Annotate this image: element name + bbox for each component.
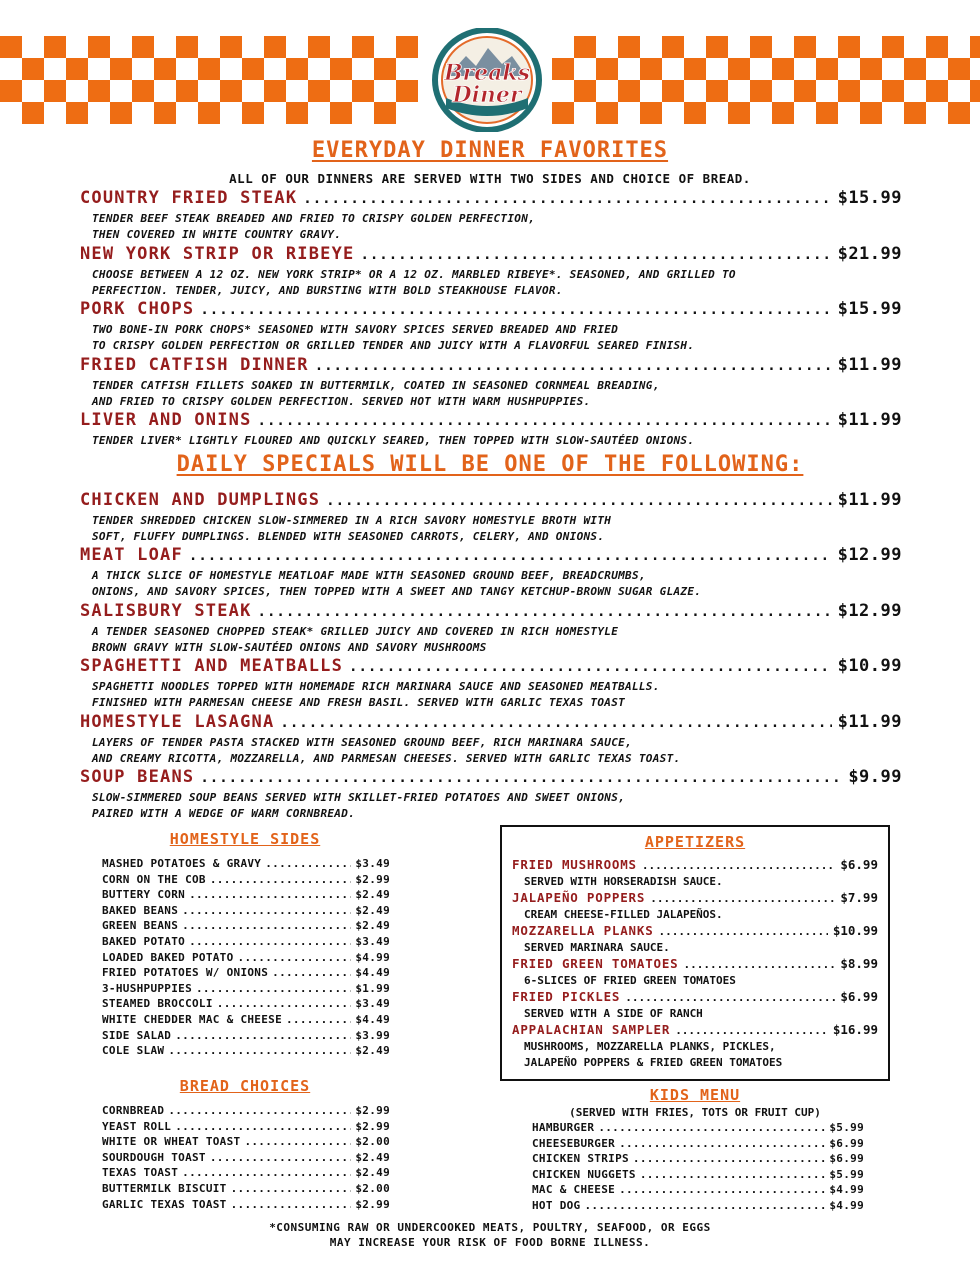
diner-logo — [428, 28, 546, 132]
checker-square — [728, 102, 750, 124]
checker-square — [948, 102, 970, 124]
row-price: $2.49 — [355, 1044, 390, 1058]
checker-square — [970, 80, 980, 102]
item-price: $15.99 — [837, 188, 902, 208]
checker-square — [904, 58, 926, 80]
checker-square — [882, 80, 904, 102]
leader-dots — [168, 1104, 351, 1117]
checker-square — [552, 58, 574, 80]
leader-dots — [217, 997, 352, 1010]
row-price: $2.99 — [355, 1104, 390, 1117]
leader-dots — [584, 1199, 825, 1212]
item-price: $11.99 — [837, 490, 902, 510]
checker-square — [0, 80, 22, 102]
row-price: $6.99 — [829, 1152, 864, 1166]
appetizer-name: FRIED MUSHROOMS — [512, 857, 637, 872]
special-item — [80, 767, 902, 821]
leader-dots — [182, 904, 351, 917]
row-price: $4.99 — [829, 1198, 864, 1212]
bread-row — [102, 1104, 390, 1120]
checker-square — [242, 58, 264, 80]
appetizer-description: SERVED WITH A SIDE OF RANCH — [524, 1007, 703, 1020]
leader-dots — [640, 1168, 826, 1181]
row-name: SIDE SALAD — [102, 1028, 172, 1042]
row-price: $4.49 — [355, 966, 390, 980]
appetizer-price: $6.99 — [840, 857, 878, 872]
checker-square — [574, 36, 596, 58]
sides-row — [102, 935, 390, 951]
checker-square — [794, 36, 816, 58]
leader-dots — [265, 857, 351, 870]
row-name: COLE SLAW — [102, 1044, 165, 1058]
checker-square — [264, 36, 286, 58]
leader-dots — [349, 659, 832, 675]
special-item — [80, 656, 902, 710]
appetizer-name: MOZZARELLA PLANKS — [512, 923, 654, 938]
row-price: $2.49 — [355, 903, 390, 917]
checker-square — [882, 36, 904, 58]
special-item — [80, 712, 902, 766]
sides-row — [102, 997, 390, 1013]
item-name: CHICKEN AND DUMPLINGS — [80, 490, 321, 510]
item-name: SPAGHETTI AND MEATBALLS — [80, 656, 344, 676]
sides-list — [102, 857, 390, 1060]
checker-square — [970, 36, 980, 58]
checker-square — [640, 102, 662, 124]
row-price: $2.99 — [355, 1119, 390, 1133]
appetizers-heading: APPETIZERS — [644, 833, 746, 851]
item-name: LIVER AND ONINS — [80, 410, 252, 430]
row-price: $3.99 — [355, 1028, 390, 1042]
appetizer-item — [512, 923, 878, 956]
kids-row — [532, 1152, 864, 1168]
bread-row — [102, 1135, 390, 1151]
checker-square — [926, 36, 948, 58]
leader-dots — [326, 493, 831, 509]
checker-square — [154, 58, 176, 80]
appetizer-price: $6.99 — [840, 989, 878, 1004]
food-safety-notice: *CONSUMING RAW OR UNDERCOOKED MEATS, POULTRY, SEAFOOD, OR EGGS MAY INCREASE YOUR RISK OF FOOD BORNE ILLNESS. — [269, 1221, 711, 1249]
leader-dots — [189, 888, 351, 901]
special-item — [80, 545, 902, 599]
checker-square — [662, 36, 684, 58]
row-name: CORNBREAD — [102, 1104, 165, 1117]
item-description: LAYERS OF TENDER PASTA STACKED WITH SEASONED GROUND BEEF, RICH MARINARA SAUCE, AND CREAMY RICOTTA, MOZZARELLA, AND PARMESAN CHEESES. SERVED WITH GARLIC TEXAS TOAST. — [92, 736, 681, 765]
checker-square — [220, 80, 242, 102]
checker-square — [772, 102, 794, 124]
leader-dots — [642, 859, 835, 872]
row-name: MASHED POTATOES & GRAVY — [102, 857, 262, 870]
row-price: $4.49 — [355, 1012, 390, 1026]
checker-square — [154, 102, 176, 124]
checker-square — [198, 58, 220, 80]
row-name: FRIED POTATOES W/ ONIONS — [102, 966, 269, 980]
checker-square — [596, 102, 618, 124]
checker-square — [684, 102, 706, 124]
leader-dots — [189, 548, 832, 564]
checker-square — [22, 58, 44, 80]
checker-square — [838, 80, 860, 102]
special-item — [80, 490, 902, 544]
checker-square — [66, 58, 88, 80]
checker-square — [88, 36, 110, 58]
checker-square — [860, 102, 882, 124]
checker-square — [44, 80, 66, 102]
checker-square — [330, 102, 352, 124]
checker-square — [308, 36, 330, 58]
bread-row — [102, 1182, 390, 1198]
leader-dots — [244, 1135, 351, 1148]
leader-dots — [625, 991, 835, 1004]
appetizer-item — [512, 890, 878, 923]
checker-square — [220, 36, 242, 58]
sides-row — [102, 966, 390, 982]
leader-dots — [659, 925, 828, 938]
favorite-item — [80, 355, 902, 409]
checker-square — [374, 102, 396, 124]
leader-dots — [303, 191, 831, 207]
leader-dots — [200, 302, 831, 318]
checker-square — [88, 80, 110, 102]
appetizer-name: JALAPEÑO POPPERS — [512, 890, 646, 905]
row-price: $2.49 — [355, 1166, 390, 1180]
row-price: $2.49 — [355, 1150, 390, 1164]
appetizer-name: FRIED GREEN TOMATOES — [512, 956, 679, 971]
leader-dots — [619, 1137, 825, 1150]
checker-square — [110, 58, 132, 80]
row-price: $6.99 — [829, 1136, 864, 1150]
row-price: $4.99 — [829, 1183, 864, 1197]
checker-square — [706, 36, 728, 58]
item-description: TENDER BEEF STEAK BREADED AND FRIED TO CRISPY GOLDEN PERFECTION, THEN COVERED IN WHITE COUNTRY GRAVY. — [92, 212, 536, 241]
row-name: BUTTERY CORN — [102, 888, 186, 902]
leader-dots — [360, 247, 831, 263]
row-price: $2.00 — [355, 1181, 390, 1195]
item-price: $12.99 — [837, 545, 902, 565]
row-name: HAMBURGER — [532, 1121, 595, 1134]
item-price: $12.99 — [837, 601, 902, 621]
checker-square — [926, 80, 948, 102]
item-description: TENDER CATFISH FILLETS SOAKED IN BUTTERMILK, COATED IN SEASONED CORNMEAL BREADING, AND FRIED TO CRISPY GOLDEN PERFECTION. SERVED HOT WITH WARM HUSHPUPPIES. — [92, 379, 660, 408]
appetizer-item — [512, 989, 878, 1022]
checker-square — [772, 58, 794, 80]
item-price: $21.99 — [837, 244, 902, 264]
row-name: GREEN BEANS — [102, 919, 179, 933]
appetizer-description: 6-SLICES OF FRIED GREEN TOMATOES — [524, 974, 736, 987]
special-item — [80, 601, 902, 655]
appetizer-item — [512, 857, 878, 890]
appetizer-price: $10.99 — [832, 923, 878, 938]
appetizer-item — [512, 1022, 878, 1071]
checker-square — [286, 58, 308, 80]
checker-square — [816, 102, 838, 124]
checker-square — [794, 80, 816, 102]
row-price: $2.49 — [355, 919, 390, 933]
row-price: $2.00 — [355, 1135, 390, 1149]
checker-square — [176, 36, 198, 58]
favorite-item — [80, 188, 902, 242]
appetizer-name: FRIED PICKLES — [512, 989, 621, 1004]
checker-square — [330, 58, 352, 80]
leader-dots — [175, 1120, 351, 1133]
bread-row — [102, 1166, 390, 1182]
leader-dots — [675, 1024, 828, 1037]
item-name: COUNTRY FRIED STEAK — [80, 188, 298, 208]
leader-dots — [196, 982, 351, 995]
checker-square — [110, 102, 132, 124]
row-price: $5.99 — [829, 1167, 864, 1181]
appetizer-name: APPALACHIAN SAMPLER — [512, 1022, 671, 1037]
favorite-item — [80, 299, 902, 353]
item-description: TENDER SHREDDED CHICKEN SLOW-SIMMERED IN A RICH SAVORY HOMESTYLE BROTH WITH SOFT, FLUFFY DUMPLINGS. BLENDED WITH SEASONED CARROTS, CELERY, AND ONIONS. — [92, 514, 612, 543]
row-price: $5.99 — [829, 1121, 864, 1134]
leader-dots — [182, 1166, 351, 1179]
item-price: $15.99 — [837, 299, 902, 319]
row-name: WHITE CHEDDER MAC & CHEESE — [102, 1012, 282, 1026]
appetizer-description: MUSHROOMS, MOZZARELLA PLANKS, PICKLES, JALAPEÑO POPPERS & FRIED GREEN TOMATOES — [524, 1040, 783, 1069]
kids-row — [532, 1121, 864, 1137]
item-description: A TENDER SEASONED CHOPPED STEAK* GRILLED JUICY AND COVERED IN RICH HOMESTYLE BROWN GRAVY WITH SLOW-SAUTÉED ONIONS AND SAVORY MUSHROOMS — [92, 625, 619, 654]
checker-square — [264, 80, 286, 102]
item-name: NEW YORK STRIP OR RIBEYE — [80, 244, 355, 264]
row-name: CHICKEN STRIPS — [532, 1152, 629, 1166]
checker-square — [596, 58, 618, 80]
leader-dots — [189, 935, 351, 948]
row-name: WHITE OR WHEAT TOAST — [102, 1135, 241, 1149]
item-description: SLOW-SIMMERED SOUP BEANS SERVED WITH SKILLET-FRIED POTATOES AND SWEET ONIONS, PAIRED WITH A WEDGE OF WARM CORNBREAD. — [92, 791, 626, 820]
sides-row — [102, 919, 390, 935]
leader-dots — [633, 1152, 825, 1165]
bread-row — [102, 1151, 390, 1167]
item-name: SOUP BEANS — [80, 767, 195, 787]
leader-dots — [619, 1183, 825, 1196]
row-name: 3-HUSHPUPPIES — [102, 981, 192, 995]
checker-square — [904, 102, 926, 124]
checker-square — [552, 102, 574, 124]
checker-square — [176, 80, 198, 102]
checker-square — [396, 80, 418, 102]
sides-row — [102, 982, 390, 998]
leader-dots — [286, 1013, 351, 1026]
checker-square — [0, 36, 22, 58]
leader-dots — [168, 1044, 351, 1057]
bread-row — [102, 1120, 390, 1136]
sides-row — [102, 1029, 390, 1045]
kids-heading: KIDS MENU — [649, 1086, 741, 1104]
item-name: MEAT LOAF — [80, 545, 183, 565]
leader-dots — [238, 951, 352, 964]
checker-square — [684, 58, 706, 80]
item-description: SPAGHETTI NOODLES TOPPED WITH HOMEMADE RICH MARINARA SAUCE AND SEASONED MEATBALLS. FINISHED WITH PARMESAN CHEESE AND FRESH BASIL. SERVED WITH GARLIC TEXAS TOAST — [92, 680, 660, 709]
leader-dots — [258, 413, 832, 429]
appetizer-description: CREAM CHEESE-FILLED JALAPEÑOS. — [524, 908, 723, 921]
item-description: TWO BONE-IN PORK CHOPS* SEASONED WITH SAVORY SPICES SERVED BREADED AND FRIED TO CRISPY GOLDEN PERFECTION OR GRILLED TENDER AND JUICY WITH A FLAVORFUL SEARED FINISH. — [92, 323, 695, 352]
item-price: $9.99 — [848, 767, 902, 787]
checker-square — [618, 80, 640, 102]
leader-dots — [200, 770, 842, 786]
checker-square — [44, 36, 66, 58]
item-description: A THICK SLICE OF HOMESTYLE MEATLOAF MADE WITH SEASONED GROUND BEEF, BREADCRUMBS, ONIONS, AND SAVORY SPICES, THEN TOPPED WITH A SWEET AND TANGY KETCHUP-BROWN SUGAR GLAZE. — [92, 569, 702, 598]
checker-square — [618, 36, 640, 58]
row-name: CORN ON THE COB — [102, 872, 206, 886]
checker-square — [352, 80, 374, 102]
checker-square — [574, 80, 596, 102]
leader-dots — [210, 1151, 352, 1164]
dinner-intro: ALL OF OUR DINNERS ARE SERVED WITH TWO SIDES AND CHOICE OF BREAD. — [229, 171, 751, 186]
row-price: $1.99 — [355, 981, 390, 995]
leader-dots — [231, 1198, 352, 1211]
row-name: BAKED POTATO — [102, 934, 186, 948]
item-price: $11.99 — [837, 355, 902, 375]
checker-square — [198, 102, 220, 124]
sides-row — [102, 888, 390, 904]
item-name: SALISBURY STEAK — [80, 601, 252, 621]
checker-square — [286, 102, 308, 124]
row-price: $3.49 — [355, 934, 390, 948]
sides-heading: HOMESTYLE SIDES — [169, 830, 321, 848]
kids-row — [532, 1168, 864, 1184]
appetizers-box — [500, 825, 890, 1081]
checker-square — [308, 80, 330, 102]
specials-heading: DAILY SPECIALS WILL BE ONE OF THE FOLLOWING: — [176, 452, 804, 477]
logo-text-line2: Diner — [452, 82, 522, 108]
checker-square — [396, 36, 418, 58]
checker-square — [838, 36, 860, 58]
sides-row — [102, 1013, 390, 1029]
item-description: TENDER LIVER* LIGHTLY FLOURED AND QUICKLY SEARED, THEN TOPPED WITH SLOW-SAUTÉED ONIONS. — [92, 434, 695, 447]
item-price: $11.99 — [837, 410, 902, 430]
row-price: $2.99 — [355, 1197, 390, 1211]
bread-heading: BREAD CHOICES — [179, 1077, 311, 1095]
row-name: CHEESEBURGER — [532, 1136, 616, 1150]
checker-square — [662, 80, 684, 102]
row-price: $3.49 — [355, 997, 390, 1011]
checker-square — [132, 80, 154, 102]
leader-dots — [175, 1029, 351, 1042]
item-name: PORK CHOPS — [80, 299, 195, 319]
checker-square — [374, 58, 396, 80]
checker-square — [242, 102, 264, 124]
appetizer-description: SERVED WITH HORSERADISH SAUCE. — [524, 875, 723, 888]
leader-dots — [650, 892, 835, 905]
row-name: SOURDOUGH TOAST — [102, 1150, 206, 1164]
checker-square — [132, 36, 154, 58]
checker-square — [22, 102, 44, 124]
appetizer-description: SERVED MARINARA SAUCE. — [524, 941, 670, 954]
sides-row — [102, 904, 390, 920]
row-name: STEAMED BROCCOLI — [102, 997, 213, 1011]
sides-row — [102, 1044, 390, 1060]
row-name: BUTTERMILK BISCUIT — [102, 1181, 227, 1195]
row-name: YEAST ROLL — [102, 1119, 172, 1133]
row-price: $2.49 — [355, 888, 390, 902]
row-name: TEXAS TOAST — [102, 1166, 179, 1180]
checker-square — [352, 36, 374, 58]
checker-square — [640, 58, 662, 80]
leader-dots — [280, 715, 831, 731]
appetizer-price: $8.99 — [840, 956, 878, 971]
item-price: $11.99 — [837, 712, 902, 732]
appetizer-item — [512, 956, 878, 989]
sides-row — [102, 951, 390, 967]
leader-dots — [258, 604, 832, 620]
checkered-banner-right — [552, 36, 980, 124]
bread-list — [102, 1104, 390, 1213]
row-name: LOADED BAKED POTATO — [102, 950, 234, 964]
row-name: MAC & CHEESE — [532, 1183, 616, 1197]
row-name: BAKED BEANS — [102, 903, 179, 917]
checker-square — [750, 80, 772, 102]
leader-dots — [231, 1182, 352, 1195]
kids-row — [532, 1183, 864, 1199]
item-price: $10.99 — [837, 656, 902, 676]
favorites-heading: EVERYDAY DINNER FAVORITES — [311, 138, 669, 163]
kids-subheading: (SERVED WITH FRIES, TOTS OR FRUIT CUP) — [569, 1106, 821, 1119]
item-name: FRIED CATFISH DINNER — [80, 355, 309, 375]
row-name: HOT DOG — [532, 1198, 581, 1212]
kids-row — [532, 1199, 864, 1215]
row-name: CHICKEN NUGGETS — [532, 1167, 636, 1181]
row-name: GARLIC TEXAS TOAST — [102, 1197, 227, 1211]
row-price: $3.49 — [355, 857, 390, 870]
checker-square — [860, 58, 882, 80]
kids-row — [532, 1137, 864, 1153]
leader-dots — [210, 873, 352, 886]
leader-dots — [598, 1121, 825, 1134]
checker-square — [706, 80, 728, 102]
logo-text-line1: Breaks — [443, 60, 531, 86]
checker-square — [66, 102, 88, 124]
checker-square — [750, 36, 772, 58]
favorite-item — [80, 410, 902, 449]
sides-row — [102, 857, 390, 873]
leader-dots — [684, 958, 836, 971]
item-description: CHOOSE BETWEEN A 12 OZ. NEW YORK STRIP* OR A 12 OZ. MARBLED RIBEYE*. SEASONED, AND GRILLED TO PERFECTION. TENDER, JUICY, AND BURSTING WITH BOLD STEAKHOUSE FLAVOR. — [92, 268, 736, 297]
row-price: $4.99 — [355, 950, 390, 964]
checker-square — [816, 58, 838, 80]
bread-row — [102, 1198, 390, 1214]
checkered-banner-left — [0, 36, 420, 124]
leader-dots — [182, 919, 351, 932]
checker-square — [948, 58, 970, 80]
leader-dots — [315, 358, 832, 374]
appetizer-price: $7.99 — [840, 890, 878, 905]
kids-list — [532, 1121, 864, 1215]
leader-dots — [272, 966, 351, 979]
sides-row — [102, 873, 390, 889]
checker-square — [728, 58, 750, 80]
item-name: HOMESTYLE LASAGNA — [80, 712, 275, 732]
appetizer-price: $16.99 — [832, 1022, 878, 1037]
favorite-item — [80, 244, 902, 298]
row-price: $2.99 — [355, 872, 390, 886]
